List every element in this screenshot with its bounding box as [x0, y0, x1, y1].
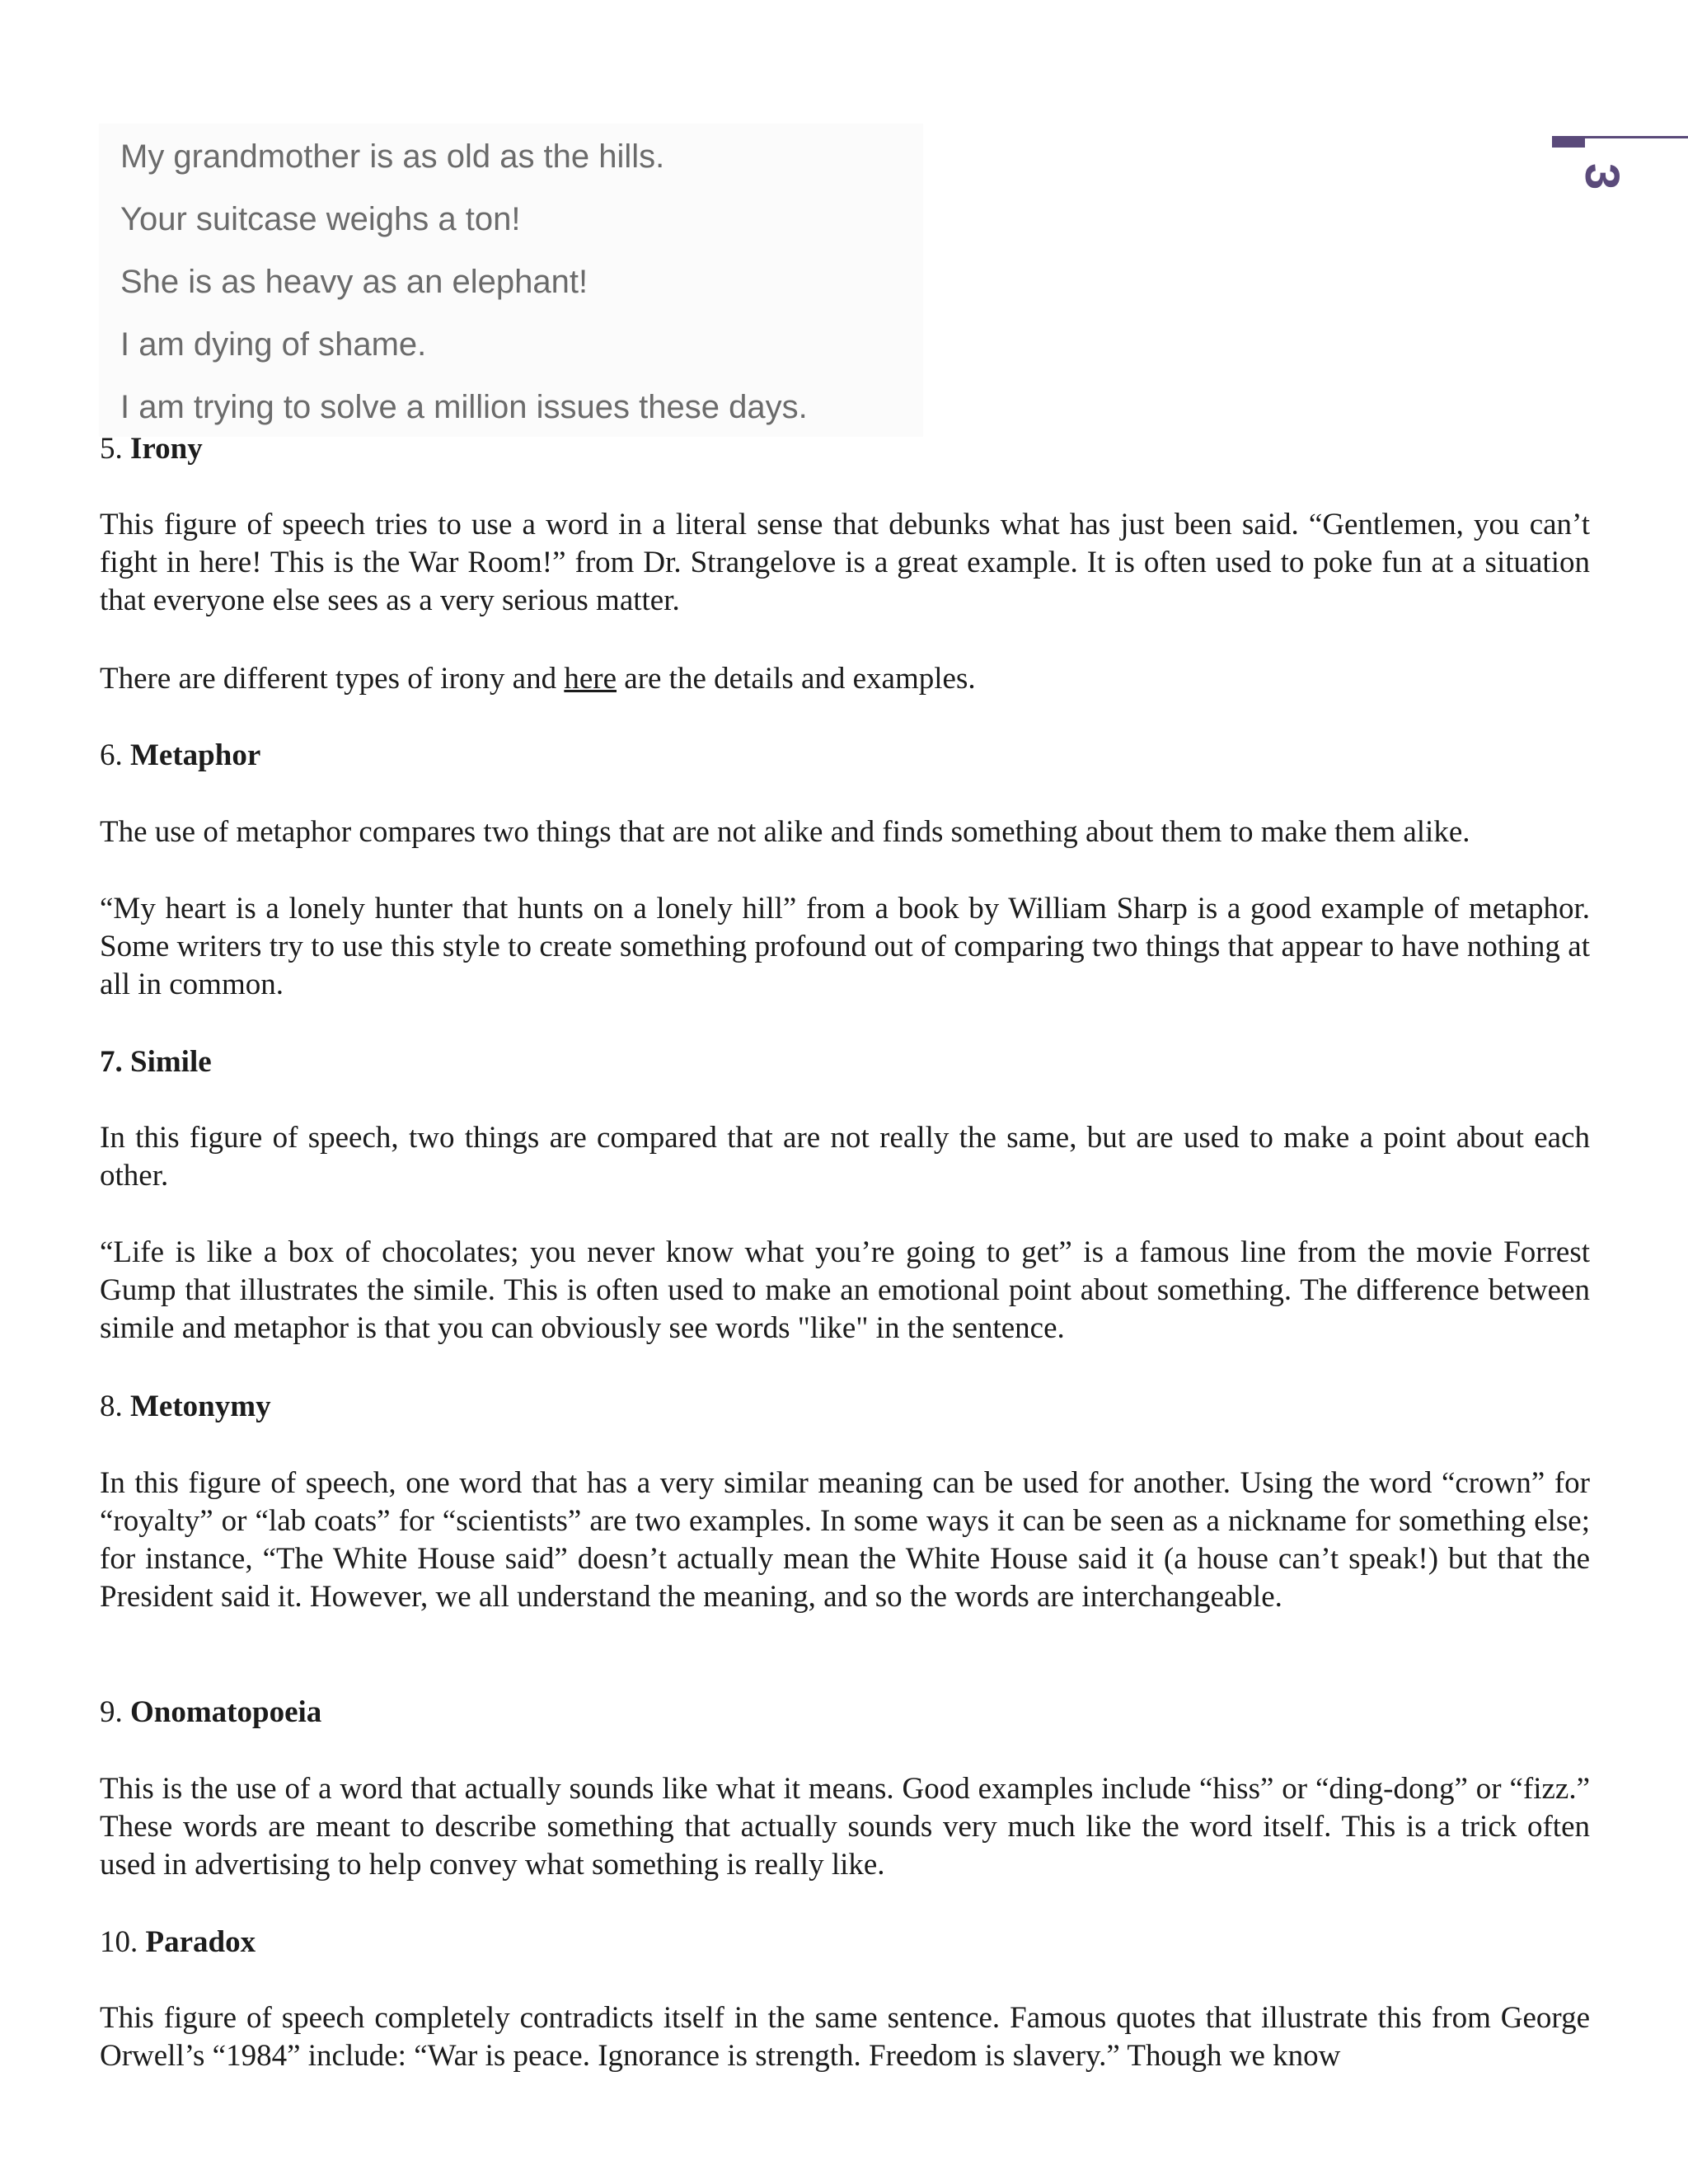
section-number: 6.: [100, 738, 123, 772]
section-title: Irony: [130, 432, 203, 466]
example-line: I am trying to solve a million issues these days.: [120, 389, 808, 425]
metaphor-example-paragraph: “My heart is a lonely hunter that hunts on a lonely hill” from a book by William Sharp is a good example of metaphor. Some writers try to use this style to create something profound out of comparing two things that appear to have nothing at all in common.: [100, 892, 1590, 1001]
onomatopoeia-paragraph: This is the use of a word that actually sounds like what it means. Good examples include “hiss” or “ding-dong” or “fizz.” These words are meant to describe something that actually sounds very much like the word itself. This is a trick often used in advertising to help convey what something is really like.: [100, 1772, 1590, 1882]
section-number: 9.: [100, 1695, 123, 1729]
metonymy-paragraph: In this figure of speech, one word that has a very similar meaning can be used for another. Using the word “crown” for “royalty” or “lab coats” for “scientists” are two examples. In some ways it can be seen as a nickname for something else; for instance, “The White House said” doesn’t actually mean the White House said it (a house can’t speak!) but that the President said it. However, we all understand the meaning, and so the words are interchangeable.: [100, 1466, 1590, 1614]
simile-paragraph: In this figure of speech, two things are compared that are not really the same, but are used to make a point about each other.: [100, 1121, 1590, 1193]
section-title: Metaphor: [130, 738, 261, 772]
irony-types-text: There are different types of irony and: [100, 662, 565, 696]
section-number: 8.: [100, 1390, 123, 1423]
page-marker-rule: [1585, 136, 1688, 138]
section-heading-metaphor: [100, 737, 260, 775]
hyperbole-examples-image: [99, 124, 923, 437]
section-number: 5.: [100, 432, 123, 466]
section-title: 7. Simile: [100, 1045, 212, 1079]
irony-paragraph: This figure of speech tries to use a word in a literal sense that debunks what has just been said. “Gentlemen, you can’t fight in here! This is the War Room!” from Dr. Strangelove is a great example. It is often used to poke fun at a situation that everyone else sees as a very serious matter.: [100, 508, 1590, 617]
section-heading-onomatopoeia: [100, 1694, 321, 1732]
irony-types-text-end: are the details and examples.: [617, 662, 976, 696]
section-number: 10.: [100, 1925, 138, 1959]
metaphor-paragraph: The use of metaphor compares two things that are not alike and finds something about them to make them alike.: [100, 815, 1470, 849]
page-number: 3: [1575, 163, 1629, 190]
section-title: Paradox: [145, 1925, 256, 1959]
paradox-paragraph: This figure of speech completely contradicts itself in the same sentence. Famous quotes that illustrate this from George Orwell’s “1984” include: “War is peace. Ignorance is strength. Freedom is slavery.” Though we know: [100, 2001, 1590, 2073]
simile-example-paragraph: “Life is like a box of chocolates; you never know what you’re going to get” is a famous line from the movie Forrest Gump that illustrates the simile. This is often used to make an emotional point about something. The difference between simile and metaphor is that you can obviously see words "like" in the sentence.: [100, 1235, 1590, 1345]
section-title: Metonymy: [130, 1390, 271, 1423]
section-title: Onomatopoeia: [130, 1695, 322, 1729]
irony-types-paragraph: [100, 660, 1590, 698]
example-line: She is as heavy as an elephant!: [120, 264, 588, 300]
irony-here-link[interactable]: here: [564, 662, 617, 696]
section-heading-metonymy: [100, 1388, 271, 1426]
example-line: My grandmother is as old as the hills.: [120, 138, 665, 175]
example-line: Your suitcase weighs a ton!: [120, 201, 521, 237]
section-heading-irony: [100, 430, 203, 468]
section-heading-paradox: [100, 1924, 256, 1961]
section-heading-simile: [100, 1043, 212, 1081]
example-line: I am dying of shame.: [120, 326, 427, 363]
page-marker-bar: [1552, 136, 1585, 148]
